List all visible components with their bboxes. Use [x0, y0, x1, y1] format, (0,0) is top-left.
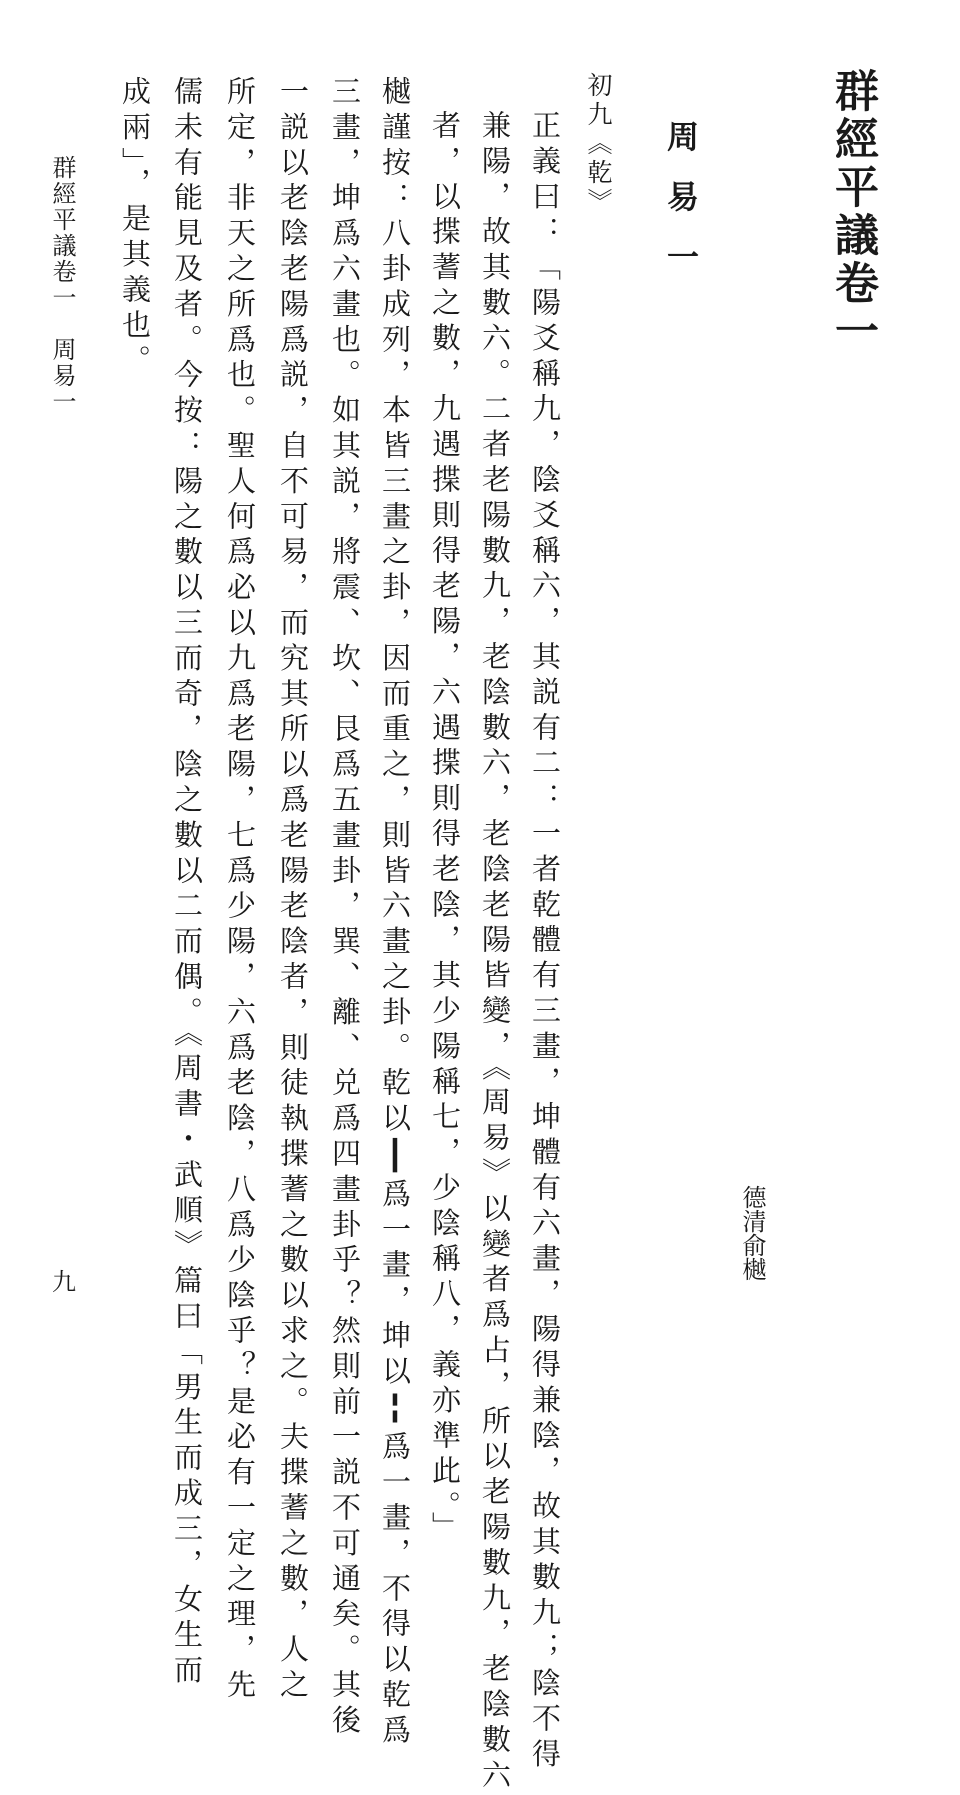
text-column-8: 儒未有能見及者。今按：陽之數以三而奇，陰之數以二而偶。《周書・武順》篇曰「男生而成三，女生而 — [170, 76, 204, 1690]
text-column-9: 成兩」，是其義也。 — [118, 76, 152, 381]
text-column-6: 一説以老陰老陽爲説，自不可易，而究其所以爲老陽老陰者，則徒執揲蓍之數以求之。夫揲蓍之數，人之 — [276, 76, 310, 1705]
section-title: 周易一 — [662, 120, 700, 300]
volume-title: 群經平議卷一 — [827, 68, 878, 356]
text-column-2: 兼陽，故其數六。二者老陽數九，老陰數六，老陰老陽皆變，《周易》以變者爲占，所以老陽數九，老陰數六 — [478, 110, 512, 1795]
page-number: 九 — [52, 1268, 76, 1296]
text-column-3: 者，以揲蓍之數，九遇揲則得老陽，六遇揲則得老陰，其少陽稱七，少陰稱八，義亦準此。」 — [428, 110, 462, 1547]
text-column-4: 樾謹按：八卦成列，本皆三畫之卦，因而重之，則皆六畫之卦。乾以┃爲一畫，坤以╏爲一畫，不得以乾爲 — [378, 76, 412, 1750]
text-column-1: 正義曰：「陽爻稱九，陰爻稱六，其説有二：一者乾體有三畫，坤體有六畫，陽得兼陰，故其數九；陰不得 — [528, 110, 562, 1774]
text-column-5: 三畫，坤爲六畫也。如其説，將震、坎、艮爲五畫卦，巽、離、兑爲四畫卦乎？然則前一説不可通矣。其後 — [328, 76, 362, 1740]
author-name: 德清俞樾 — [738, 1185, 766, 1281]
running-head: 群經平議卷一 周易一 — [48, 155, 76, 415]
entry-heading: 初九《乾》 — [584, 72, 613, 217]
text-column-7: 所定，非天之所爲也。聖人何爲必以九爲老陽，七爲少陽，六爲老陰，八爲少陰乎？是必有一定之理，先 — [223, 76, 257, 1705]
